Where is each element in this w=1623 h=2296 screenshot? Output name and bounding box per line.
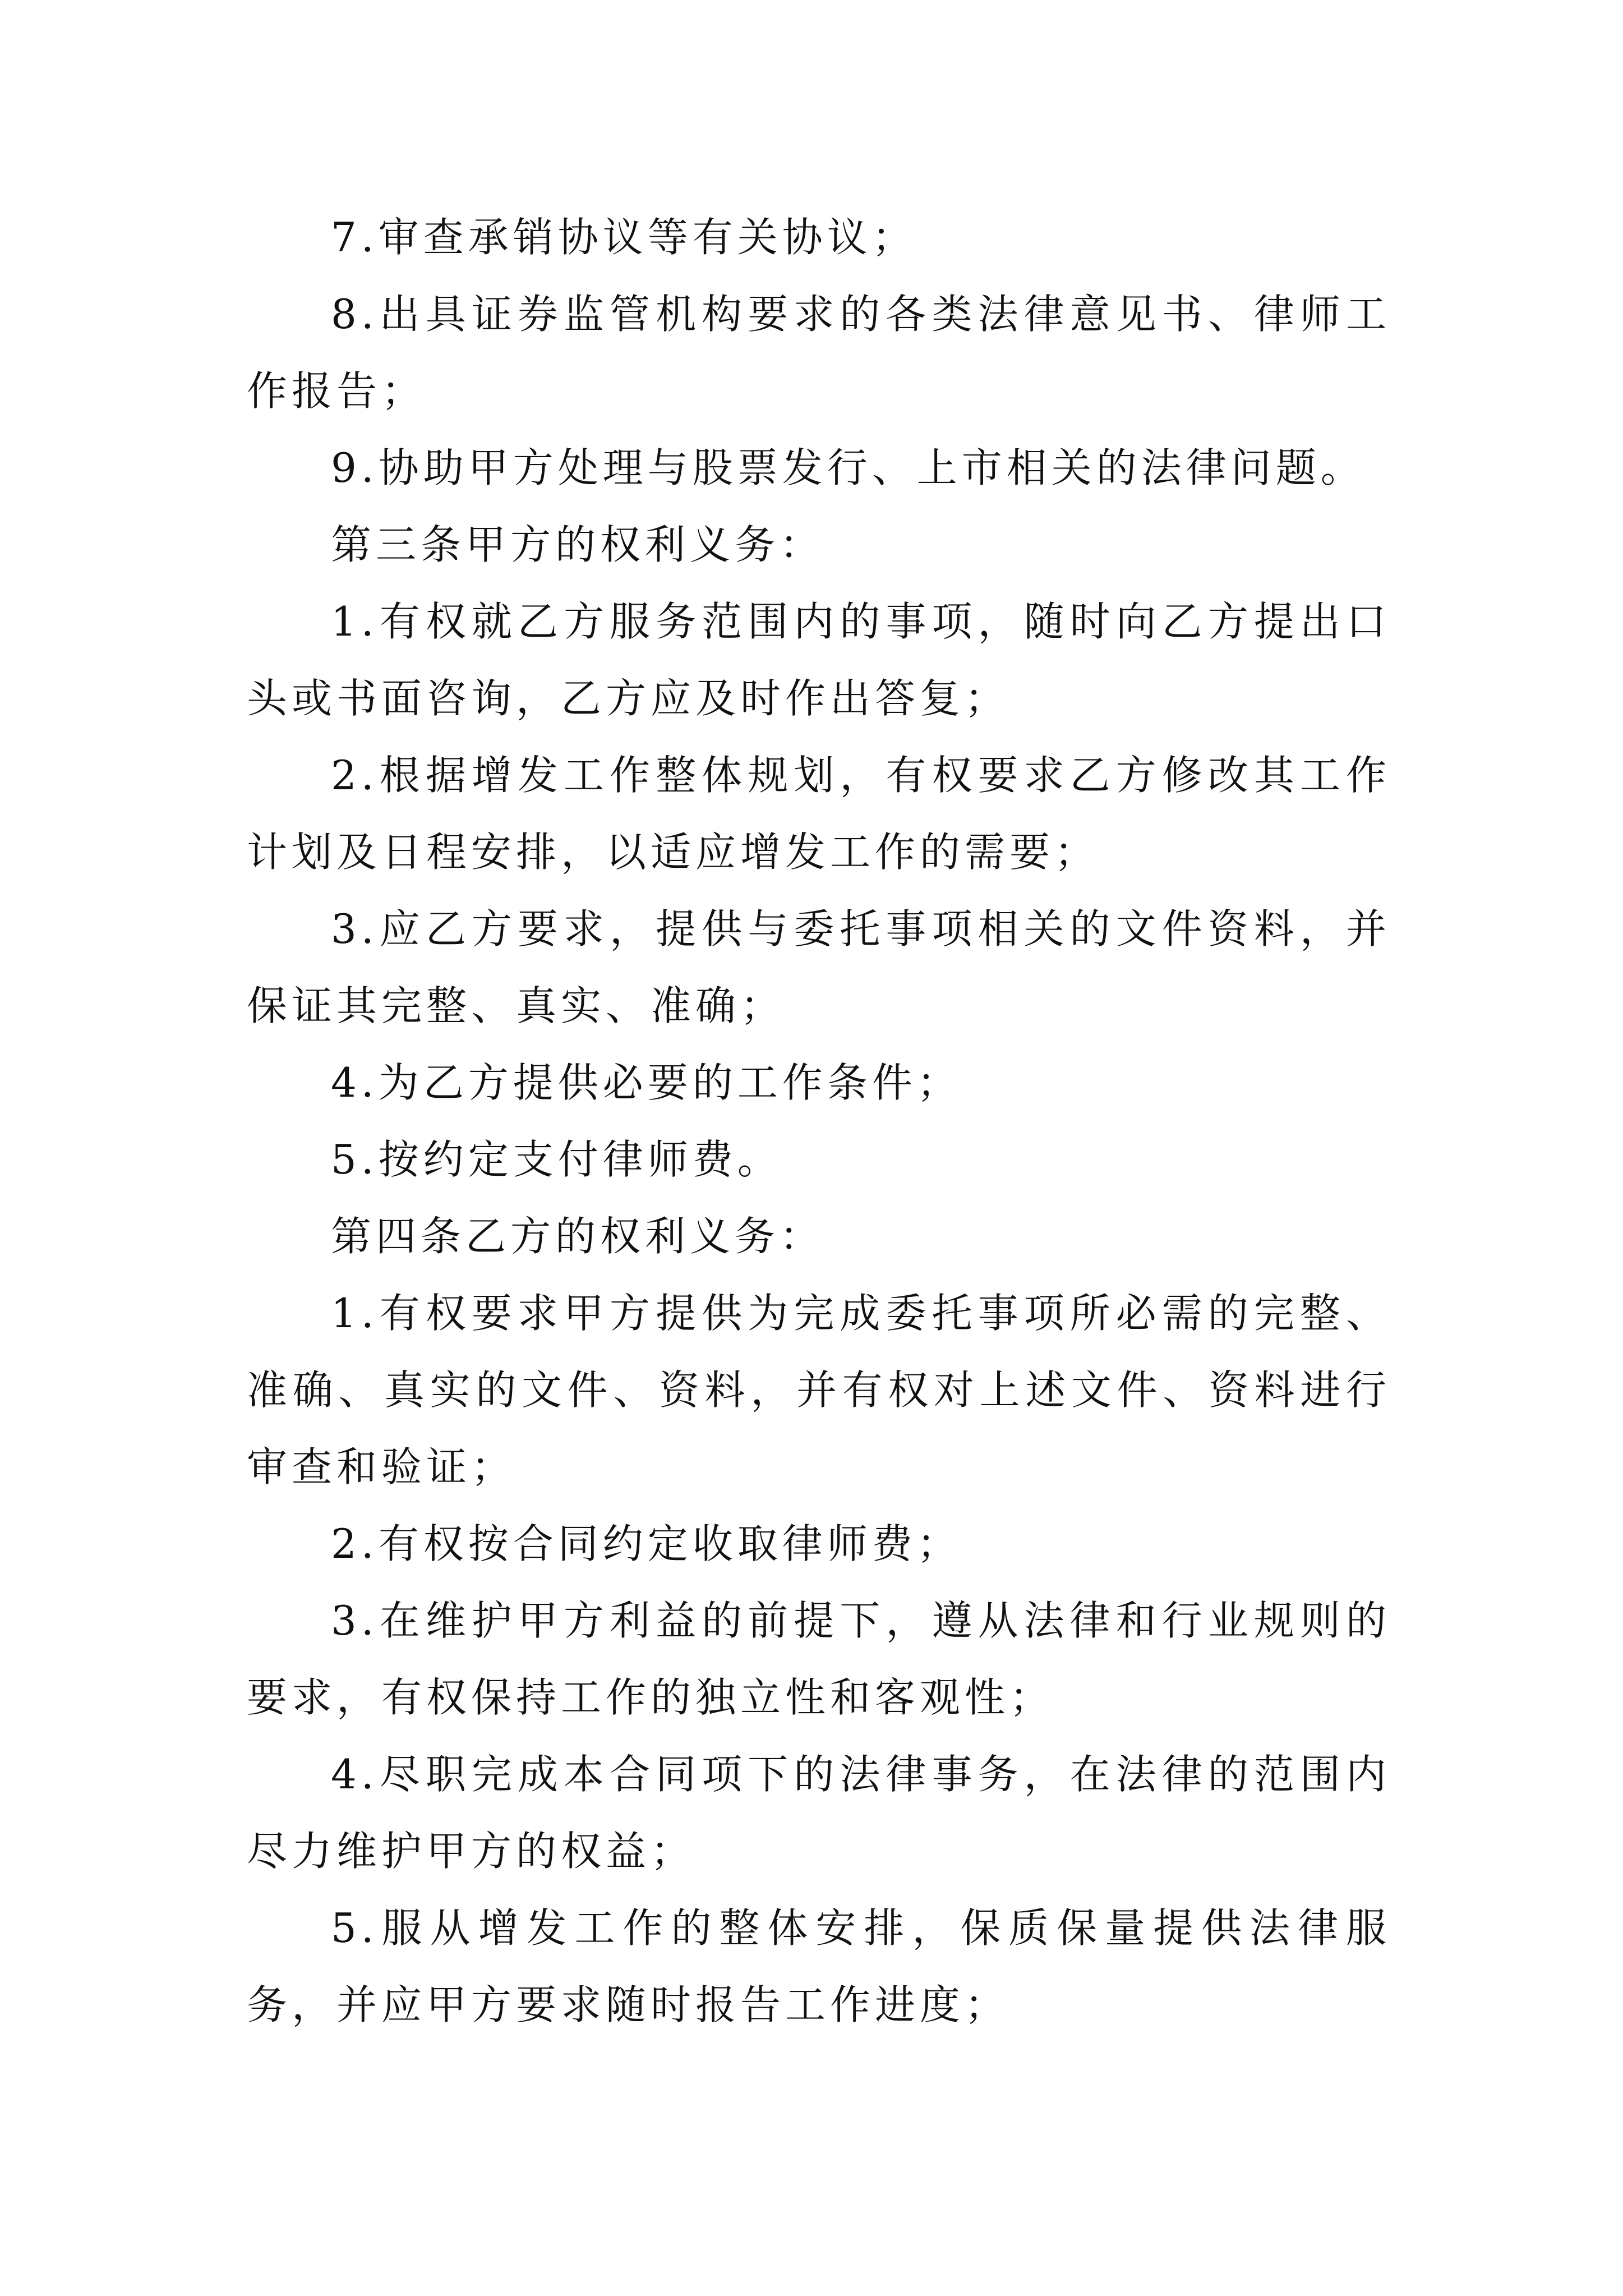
- paragraph-article-3-item-1: 1.有权就乙方服务范围内的事项，随时向乙方提出口头或书面咨询，乙方应及时作出答复；: [247, 598, 1391, 722]
- document-body: [247, 199, 1391, 2044]
- paragraph-article-4-item-3: 3.在维护甲方利益的前提下，遵从法律和行业规则的要求，有权保持工作的独立性和客观性；: [247, 1597, 1391, 1721]
- paragraph-article-4-item-5: 5.服从增发工作的整体安排，保质保量提供法律服务，并应甲方要求随时报告工作进度；: [247, 1904, 1391, 2028]
- paragraph-article-4-item-4: 4.尽职完成本合同项下的法律事务，在法律的范围内尽力维护甲方的权益；: [247, 1751, 1391, 1875]
- paragraph-item-9: 9.协助甲方处理与股票发行、上市相关的法律问题。: [331, 444, 1366, 491]
- paragraph-article-3-item-4: 4.为乙方提供必要的工作条件；: [331, 1059, 962, 1106]
- paragraph-item-8: 8.出具证券监管机构要求的各类法律意见书、律师工作报告；: [247, 291, 1391, 415]
- paragraph-article-3-item-2: 2.根据增发工作整体规划，有权要求乙方修改其工作计划及日程安排，以适应增发工作的需要；: [247, 752, 1391, 876]
- paragraph-article-4-item-1: 1.有权要求甲方提供为完成委托事项所必需的完整、准确、真实的文件、资料，并有权对上述文件、资料进行审查和验证；: [247, 1290, 1391, 1490]
- section-heading-article-3: 第三条甲方的权利义务：: [331, 521, 825, 568]
- paragraph-article-4-item-2: 2.有权按合同约定收取律师费；: [331, 1520, 962, 1567]
- section-heading-article-4: 第四条乙方的权利义务：: [331, 1213, 825, 1260]
- paragraph-article-3-item-5: 5.按约定支付律师费。: [331, 1136, 782, 1183]
- paragraph-item-7: 7.审查承销协议等有关协议；: [331, 214, 917, 261]
- paragraph-article-3-item-3: 3.应乙方要求，提供与委托事项相关的文件资料，并保证其完整、真实、准确；: [247, 905, 1391, 1029]
